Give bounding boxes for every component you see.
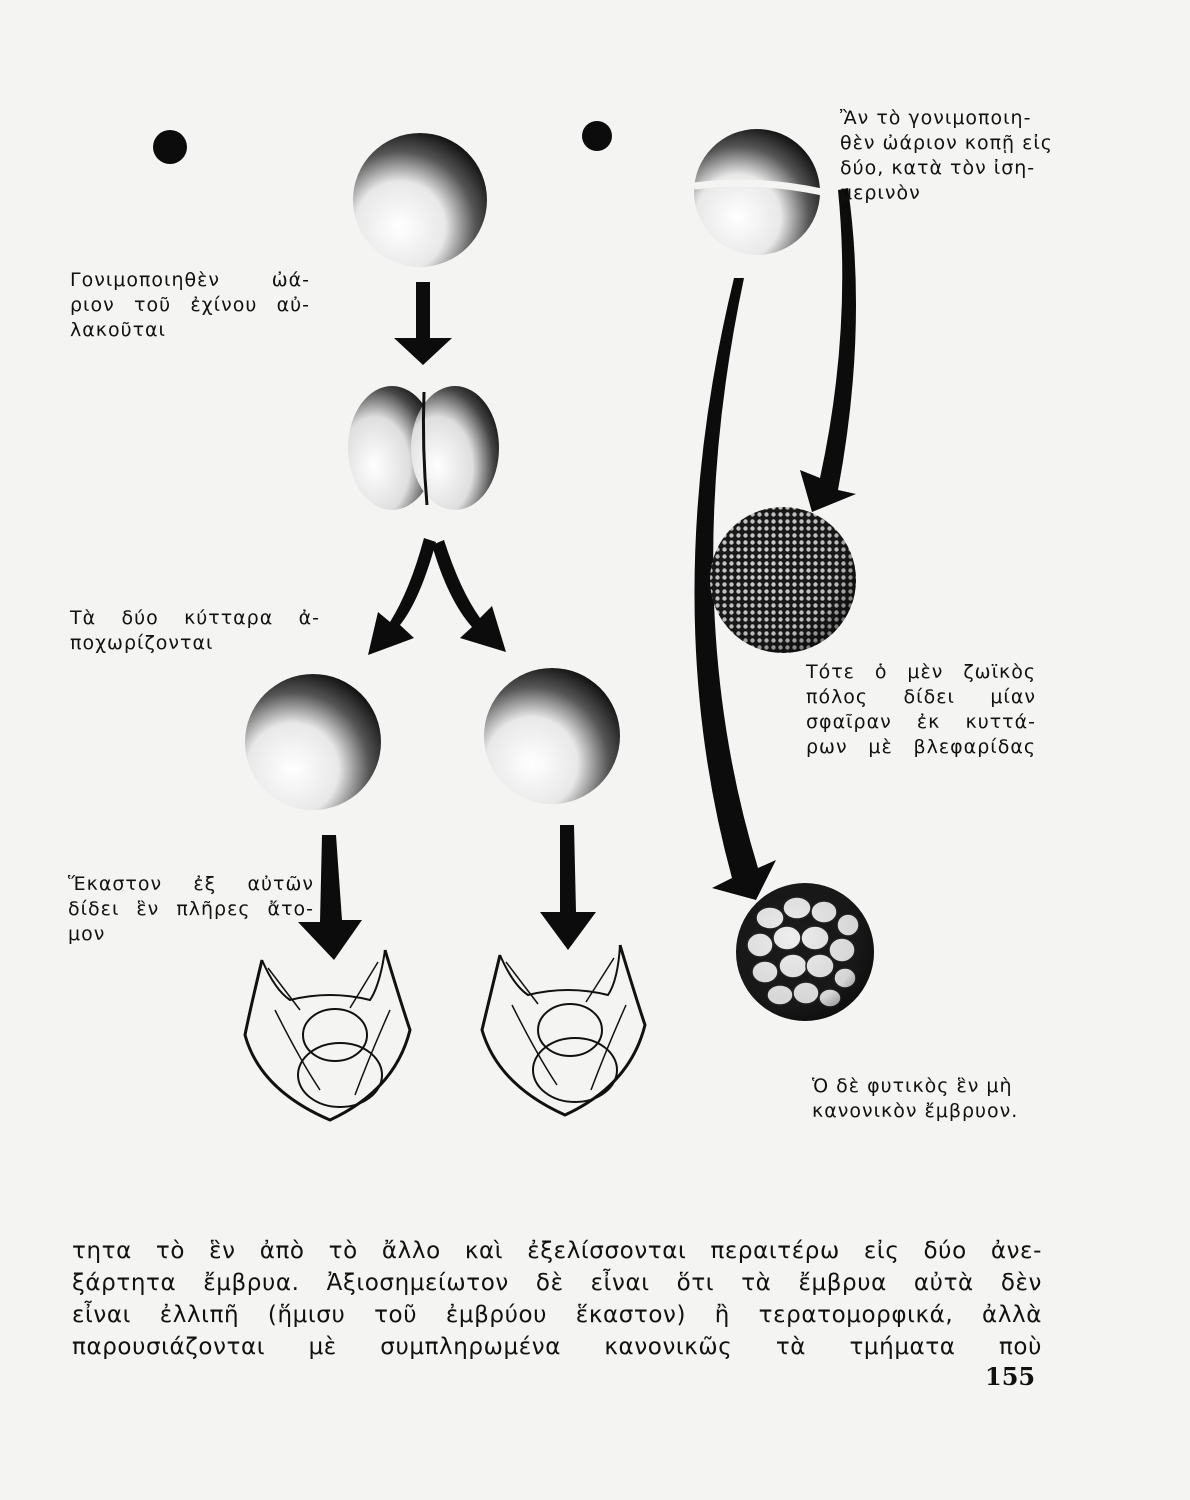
separated-cell-right — [484, 668, 620, 804]
caption-line: δίδει ἓν πλῆρες ἄτο- — [68, 898, 314, 920]
caption-line: λακοῦται — [70, 319, 166, 341]
caption-animal-pole — [806, 660, 1036, 760]
body-line: παρουσιάζονται μὲ συμπληρωμένα κανονικῶς τὰ τμήματα ποὺ — [72, 1334, 1042, 1360]
caption-line: θὲν ὠάριον κοπῇ εἰς — [840, 132, 1053, 154]
caption-line: μερινὸν — [840, 182, 921, 204]
body-line: τητα τὸ ἓν ἀπὸ τὸ ἄλλο καὶ ἐξελίσσονται περαιτέρω εἰς δύο ἀνε- — [72, 1238, 1042, 1264]
marker-dot-left — [153, 130, 187, 164]
ciliated-sphere — [710, 507, 856, 653]
page-number: 155 — [985, 1362, 1036, 1391]
caption-line: Ὁ δὲ φυτικὸς ἓν μὴ — [812, 1075, 1013, 1097]
caption-line: Ἂν τὸ γονιμοποιη- — [840, 107, 1032, 129]
two-cell-stage — [348, 386, 499, 510]
caption-line: ριον τοῦ ἐχίνου αὐ- — [70, 294, 310, 316]
arrow-down-left — [368, 538, 436, 655]
caption-line: ρων μὲ βλεφαρίδας — [806, 736, 1036, 758]
caption-egg-cut-equator — [840, 106, 1080, 206]
caption-line: Γονιμοποιηθὲν ὠά- — [70, 269, 310, 291]
abnormal-embryo — [736, 883, 874, 1021]
arrow-to-animal-pole — [800, 188, 856, 512]
marker-dot-right — [582, 121, 612, 151]
caption-line: πόλος δίδει μίαν — [806, 686, 1036, 708]
caption-fertilized-egg — [70, 268, 310, 343]
caption-line: δύο, κατὰ τὸν ἰση- — [840, 157, 1036, 179]
caption-vegetal-pole — [812, 1074, 1042, 1124]
caption-line: Τὰ δύο κύτταρα ἀ- — [70, 607, 320, 629]
caption-line: Τότε ὁ μὲν ζωϊκὸς — [806, 661, 1036, 683]
caption-each-complete-individual — [68, 872, 314, 947]
caption-line: Ἕκαστον ἐξ αὐτῶν — [68, 873, 314, 895]
separated-cell-left — [245, 674, 381, 810]
larva-left — [245, 950, 410, 1120]
caption-line: μον — [68, 923, 106, 945]
egg-cut-equator — [694, 129, 822, 255]
larva-right — [482, 945, 645, 1115]
arrow-to-larva-right — [540, 825, 596, 950]
caption-line: ποχωρίζονται — [70, 632, 214, 654]
fertilized-egg — [353, 133, 487, 267]
arrow-down-right — [432, 540, 506, 652]
arrow-down-1 — [394, 282, 452, 365]
body-paragraph — [72, 1235, 1042, 1363]
caption-line: κανονικὸν ἔμβρυον. — [812, 1100, 1019, 1122]
caption-two-cells-separate — [70, 606, 320, 656]
body-line: ξάρτητα ἔμβρυα. Ἀξιοσημείωτον δὲ εἶναι ὅτι τὰ ἔμβρυα αὐτὰ δὲν — [72, 1270, 1042, 1296]
body-line: εἶναι ἐλλιπῆ (ἥμισυ τοῦ ἐμβρύου ἕκαστον) ἢ τερατομορφικά, ἀλλὰ — [72, 1302, 1042, 1328]
caption-line: σφαῖραν ἐκ κυττά- — [806, 711, 1036, 733]
